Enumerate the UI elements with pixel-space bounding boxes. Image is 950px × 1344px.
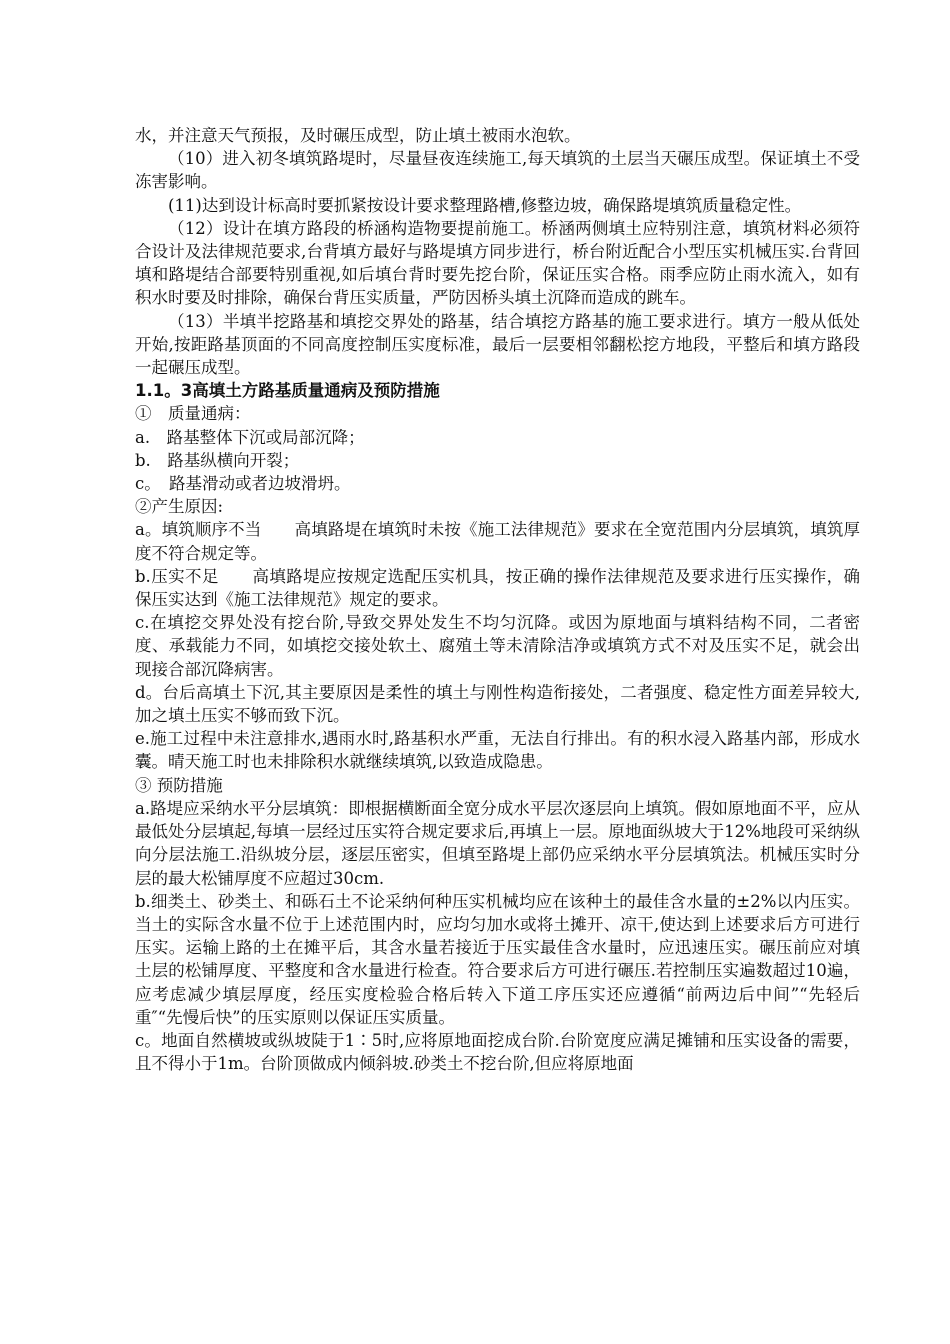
prevention-item-c: c。地面自然横坡或纵坡陡于1∶5时,应将原地面挖成台阶.台阶宽度应满足摊铺和压实设备的需要，且不得小于1m。台阶顶做成内倾斜坡.砂类土不挖台阶,但应将原地面 — [135, 1030, 860, 1074]
cause-item-c: c.在填挖交界处没有挖台阶,导致交界处发生不均匀沉降。或因为原地面与填料结构不同，二者密度、承载能力不同，如填挖交接处软土、腐殖土等未清除洁净或填筑方式不对及压实不足，就会出现接合部沉降病害。 — [135, 613, 860, 679]
quality-defects-title: ① 质量通病： — [135, 404, 251, 424]
causes-title: ②产生原因: — [135, 497, 224, 517]
prevention-item-b: b.细类土、砂类土、和砾石土不论采纳何种压实机械均应在该种土的最佳含水量的±2%以内压实。当土的实际含水量不位于上述范围内时，应均匀加水或将土摊开、凉干,使达到上述要求后方可进行压实。运输上路的土在摊平后，其含水量若接近于压实最佳含水量时，应迅速压实。碾压前应对填土层的松铺厚度、平整度和含水量进行检查。符合要求后方可进行碾压.若控制压实遍数超过10遍，应考虑减少填层厚度，经压实度检验合格后转入下道工序压实还应遵循“前两边后中间”“先轻后重″“先慢后快”的压实原则以保证压实质量。 — [135, 891, 860, 1027]
section-heading: 1.1。3高填土方路基质量通病及预防措施 — [135, 381, 440, 401]
paragraph-rain-protection: 水，并注意天气预报，及时碾压成型，防止填土被雨水泡软。 — [135, 126, 581, 145]
paragraph-item-13: （13）半填半挖路基和填挖交界处的路基，结合填挖方路基的施工要求进行。填方一般从低处开始,按距路基顶面的不同高度控制压实度标准，最后一层要相邻翻松挖方地段，平整后和填方路段一起碾压成型。 — [135, 311, 860, 378]
document-page — [135, 124, 860, 1075]
paragraph-item-12: （12）设计在填方路段的桥涵构造物要提前施工。桥涵两侧填土应特别注意，填筑材料必须符合设计及法律规范要求,台背填方最好与路堤填方同步进行，桥台附近配合小型压实机械压实.台背回填和路堤结合部要特别重视,如后填台背时要先挖台阶，保证压实合格。雨季应防止雨水流入，如有积水时要及时排除，确保台背压实质量，严防因桥头填土沉降而造成的跳车。 — [135, 218, 860, 308]
paragraph-item-11: (11)达到设计标高时要抓紧按设计要求整理路槽,修整边坡，确保路堤填筑质量稳定性。 — [168, 195, 802, 215]
cause-item-a: a。填筑顺序不当 高填路堤在填筑时未按《施工法律规范》要求在全宽范围内分层填筑，填筑厚度不符合规定等。 — [135, 520, 860, 563]
cause-item-e: e.施工过程中未注意排水,遇雨水时,路基积水严重，无法自行排出。有的积水浸入路基内部，形成水囊。晴天施工时也未排除积水就继续填筑,以致造成隐患。 — [135, 729, 860, 772]
cause-item-d: d。台后高填土下沉,其主要原因是柔性的填土与刚性构造衔接处，二者强度、稳定性方面差异较大,加之填土压实不够而致下沉。 — [135, 682, 860, 726]
defect-item-a: a. 路基整体下沉或局部沉降； — [135, 427, 365, 447]
cause-item-b: b.压实不足 高填路堤应按规定选配压实机具，按正确的操作法律规范及要求进行压实操作，确保压实达到《施工法律规范》规定的要求。 — [135, 566, 860, 610]
defect-item-c: c。 路基滑动或者边坡滑坍。 — [135, 474, 351, 494]
prevention-item-a: a.路堤应采纳水平分层填筑：即根据横断面全宽分成水平层次逐层向上填筑。假如原地面不平，应从最低处分层填起,每填一层经过压实符合规定要求后,再填上一层。原地面纵坡大于12%地段可采纳纵向分层法施工.沿纵坡分层，逐层压密实，但填至路堤上部仍应采纳水平分层填筑法。机械压实时分层的最大松铺厚度不应超过30cm. — [135, 798, 860, 888]
paragraph-item-10: （10）进入初冬填筑路堤时，尽量昼夜连续施工,每天填筑的土层当天碾压成型。保证填土不受冻害影响。 — [135, 149, 860, 192]
defect-item-b: b. 路基纵横向开裂； — [135, 450, 300, 470]
prevention-title: ③ 预防措施 — [135, 775, 223, 795]
